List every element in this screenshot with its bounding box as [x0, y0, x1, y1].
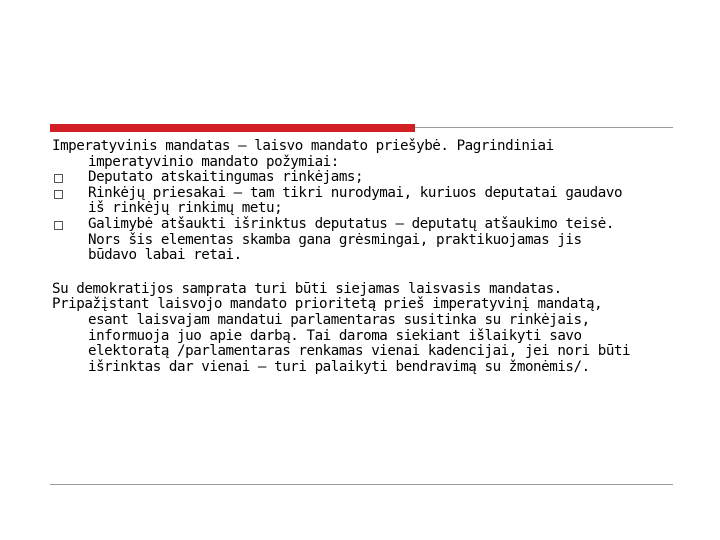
intro-line: Imperatyvinis mandatas – laisvo mandato priešybė. Pagrindiniai — [52, 138, 554, 154]
hollow-square-bullet-icon — [54, 174, 63, 183]
bottom-rule-line — [50, 484, 673, 485]
paragraph-line: elektoratą /parlamentaras renkamas vienai kadencijai, jei nori būti — [88, 343, 631, 360]
bullet-item-3 — [52, 217, 682, 264]
paragraph-line: išrinktas dar vienai – turi palaikyti bendravimą su žmonėmis/. — [88, 358, 590, 375]
bullet-line: Rinkėjų priesakai – tam tikri nurodymai, kuriuos deputatai gaudavo — [88, 184, 623, 201]
intro-line-continued: imperatyvinio mandato požymiai: — [88, 153, 339, 170]
bullet-line: Galimybė atšaukti išrinktus deputatus – deputatų atšaukimo teisė. — [88, 215, 614, 232]
top-accent-bar — [50, 124, 673, 132]
paragraph-line: Su demokratijos samprata turi būti siejamas laisvasis mandatas. — [52, 280, 562, 297]
accent-red-bar — [50, 124, 415, 132]
bullet-line: Nors šis elementas skamba gana grėsmingai, praktikuojamas jis — [88, 231, 582, 248]
top-rule-line — [415, 127, 673, 128]
bullet-item-2 — [52, 186, 682, 217]
paragraph-line: Pripažįstant laisvojo mandato prioritetą prieš imperatyvinį mandatą, — [52, 296, 603, 313]
slide-body — [52, 139, 682, 375]
bullet-line: Deputato atskaitingumas rinkėjams; — [88, 169, 364, 186]
bullet-line: būdavo labai retai. — [88, 247, 242, 264]
bullet-item-1 — [52, 170, 682, 186]
hollow-square-bullet-icon — [54, 190, 63, 199]
paragraph-line: esant laisvajam mandatui parlamentaras susitinka su rinkėjais, — [88, 311, 590, 328]
bullet-line: iš rinkėjų rinkimų metu; — [88, 200, 283, 217]
paragraph-line: informuoja juo apie darbą. Tai daroma siekiant išlaikyti savo — [88, 327, 582, 344]
hollow-square-bullet-icon — [54, 221, 63, 230]
